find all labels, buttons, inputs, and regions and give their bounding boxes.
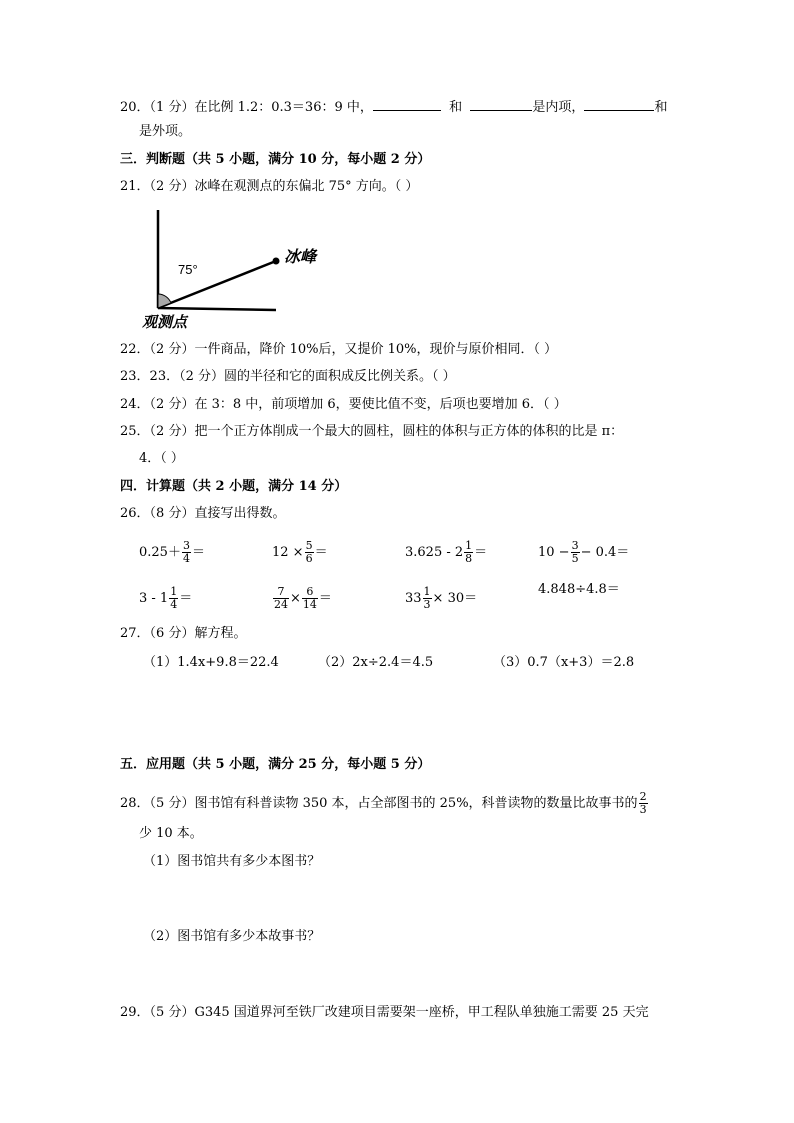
expr-1-a: 0.25＋ [139, 545, 181, 560]
q20-mid: 是内项， [532, 100, 585, 115]
target-label: 冰峰 [284, 247, 317, 266]
numerator: 1 [465, 539, 473, 552]
denominator: 5 [571, 552, 579, 565]
expr-2-b: ＝ [314, 545, 328, 560]
expr-7-b: × 30＝ [432, 591, 478, 606]
q28-part-2: （2）图书馆有多少本故事书？ [143, 929, 321, 944]
q28-part-1: （1）图书馆共有多少本图书？ [143, 854, 321, 869]
q20-and-1: 和 [449, 100, 463, 115]
direction-ray [158, 261, 276, 308]
q26-expr-5 [139, 586, 192, 611]
q27-part-2: （2）2x÷2.4＝4.5 [318, 655, 434, 670]
numerator: 3 [571, 539, 579, 552]
q26-expr-3 [405, 540, 487, 565]
q20-and-2: 和 [654, 100, 668, 115]
fraction [302, 586, 318, 611]
numerator: 2 [639, 790, 647, 803]
q26-title: 26．（8 分）直接写出得数。 [120, 506, 286, 521]
q28-text: 28．（5 分）图书馆有科普读物 350 本，占全部图书的 25%，科普读物的数量比故事书的 [120, 796, 638, 811]
expr-5-b: ＝ [179, 591, 193, 606]
denominator: 3 [423, 598, 431, 611]
angle-arc [158, 294, 171, 308]
q21-text: 21．（2 分）冰峰在观测点的东偏北 75° 方向。（ ） [120, 179, 419, 194]
expr-2-a: 12 × [272, 545, 304, 560]
numerator: 1 [170, 585, 178, 598]
q29-text: 29．（5 分）G345 国道界河至铁厂改建项目需要架一座桥，甲工程队单独施工需要 25 天完 [120, 1005, 649, 1020]
q20-line1 [120, 96, 667, 117]
east-line [158, 308, 276, 310]
times-sign: × [290, 591, 301, 606]
denominator: 8 [465, 552, 473, 565]
q20-blank-1[interactable] [373, 96, 441, 111]
fraction [273, 586, 289, 611]
numerator: 5 [305, 539, 313, 552]
expr-4-a: 10 − [538, 545, 570, 560]
q26-expr-8: 4.848÷4.8＝ [538, 582, 620, 597]
expr-3-a: 3.625 - 2 [405, 545, 464, 560]
q27-part-1: （1）1.4x+9.8＝22.4 [143, 655, 279, 670]
numerator: 6 [302, 586, 318, 599]
fraction [639, 791, 648, 816]
fraction [423, 586, 432, 611]
fraction [182, 540, 191, 565]
q28-line2: 少 10 本。 [139, 826, 203, 841]
numerator: 3 [182, 539, 190, 552]
q24-text: 24．（2 分）在 3：8 中，前项增加 6，要使比值不变，后项也要增加 6．（ ） [120, 397, 567, 412]
q25-line1: 25．（2 分）把一个正方体削成一个最大的圆柱，圆柱的体积与正方体的体积的比是 π： [120, 424, 624, 439]
q22-text: 22．（2 分）一件商品，降价 10%后，又提价 10%，现价与原价相同．（ ） [120, 342, 558, 357]
expr-1-b: ＝ [191, 545, 205, 560]
q27-part-3: （3）0.7（x+3）＝2.8 [493, 655, 635, 670]
expr-3-b: ＝ [474, 545, 488, 560]
q20-blank-3[interactable] [584, 96, 654, 111]
q26-expr-4 [538, 540, 629, 565]
q27-title: 27．（6 分）解方程。 [120, 626, 247, 641]
q23-text: 23．23．（2 分）圆的半径和它的面积成反比例关系。（ ） [120, 369, 456, 384]
fraction [169, 586, 178, 611]
fraction [464, 540, 473, 565]
section-4-heading: 四．计算题（共 2 小题，满分 14 分） [120, 479, 348, 494]
expr-6-b: ＝ [318, 591, 332, 606]
section-5-heading: 五．应用题（共 5 小题，满分 25 分，每小题 5 分） [120, 757, 431, 772]
numerator: 1 [423, 585, 431, 598]
expr-4-b: − 0.4＝ [580, 545, 630, 560]
target-point [273, 258, 280, 265]
q20-line2: 是外项。 [139, 124, 192, 139]
fraction [571, 540, 580, 565]
section-3-heading: 三．判断题（共 5 小题，满分 10 分，每小题 2 分） [120, 152, 431, 167]
denominator: 6 [305, 552, 313, 565]
q25-line2: 4．（ ） [139, 451, 184, 466]
denominator: 14 [302, 598, 317, 611]
numerator: 7 [273, 586, 289, 599]
fraction [305, 540, 314, 565]
origin-label: 观测点 [142, 313, 188, 331]
expr-5-a: 3 - 1 [139, 591, 169, 606]
angle-label: 75° [178, 262, 198, 277]
q26-expr-6 [272, 586, 332, 611]
q20-text-a: 20．（1 分）在比例 1.2：0.3＝36：9 中， [120, 100, 373, 115]
denominator: 3 [639, 803, 647, 816]
denominator: 4 [170, 598, 178, 611]
q26-expr-2 [272, 540, 328, 565]
denominator: 4 [182, 552, 190, 565]
q26-expr-1 [139, 540, 205, 565]
direction-diagram [138, 206, 338, 334]
q28-line1 [120, 791, 649, 816]
expr-7-a: 33 [405, 591, 422, 606]
q20-blank-2[interactable] [470, 96, 532, 111]
denominator: 24 [274, 598, 288, 611]
q26-expr-7 [405, 586, 477, 611]
